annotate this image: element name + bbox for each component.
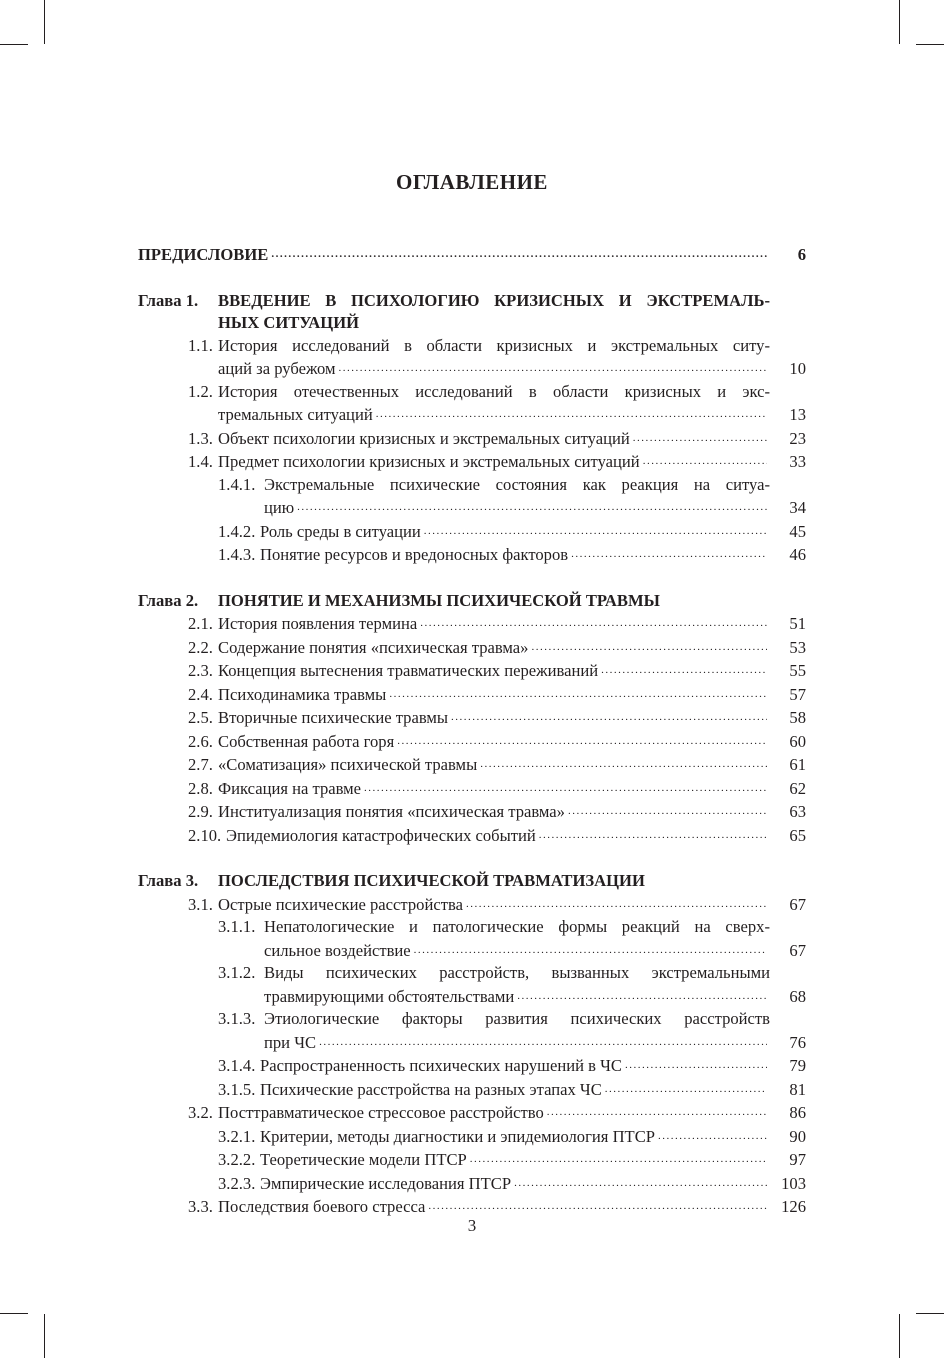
toc-entry-text-cont: тремальных ситуаций: [218, 405, 373, 424]
toc-number: 2.5.: [188, 708, 213, 727]
toc-entry-text: Собственная работа горя: [218, 731, 395, 751]
toc-entry-text: Понятие ресурсов и вредоносных факторов: [260, 545, 569, 564]
toc-page-number: 60: [789, 731, 806, 751]
toc-entry[interactable]: [138, 335, 806, 381]
chapter-label: Глава 3.: [138, 871, 199, 890]
toc-number: 3.2.2.: [218, 1150, 256, 1169]
toc-entry-text: Виды психических расстройств, вызванных экстремальными: [264, 963, 770, 982]
toc-subentry[interactable]: [138, 543, 806, 567]
leader-dots: [414, 939, 767, 963]
toc-number: 1.4.3.: [218, 545, 256, 564]
leader-dots: [466, 893, 767, 917]
crop-mark: [44, 0, 45, 44]
leader-dots: [601, 659, 767, 683]
toc-number: 2.7.: [188, 755, 213, 774]
toc-entry-text: История появления термина: [218, 614, 418, 633]
leader-dots: [271, 243, 767, 267]
toc-page-number: 65: [789, 825, 806, 845]
toc-entry-text-cont: сильное воздействие: [264, 940, 411, 960]
chapter-label: Глава 1.: [138, 290, 199, 310]
toc-entry-text: Распространенность психических нарушений в ЧС: [260, 1056, 622, 1075]
toc-number: 2.8.: [188, 778, 213, 798]
toc-page-number: 86: [789, 1103, 806, 1122]
crop-mark: [916, 44, 944, 45]
toc-entry[interactable]: [138, 683, 806, 707]
toc-page-number: 97: [789, 1150, 806, 1169]
toc-number: 3.1.3.: [218, 1009, 256, 1028]
leader-dots: [424, 520, 767, 544]
toc-page-number: 51: [789, 614, 806, 633]
toc-entry-text: Концепция вытеснения травматических переживаний: [218, 661, 599, 680]
toc-entry-text: Острые психические расстройства: [218, 894, 463, 914]
toc-number: 3.1.5.: [218, 1079, 256, 1099]
toc-entry-text: Последствия боевого стресса: [218, 1197, 426, 1216]
toc-subentry[interactable]: [138, 1078, 806, 1102]
toc-entry[interactable]: [138, 427, 806, 451]
toc-number: 2.6.: [188, 731, 213, 751]
toc-number: 3.2.3.: [218, 1173, 256, 1193]
toc-subentry[interactable]: [138, 474, 806, 520]
toc-entry[interactable]: [138, 659, 806, 683]
toc-entry-text: «Соматизация» психической травмы: [218, 755, 478, 774]
toc-number: 1.4.1.: [218, 474, 256, 494]
leader-dots: [470, 1148, 767, 1172]
chapter-heading[interactable]: [138, 290, 806, 335]
toc-entry-text: Вторичные психические травмы: [218, 708, 449, 727]
toc-number: 3.1.1.: [218, 917, 256, 936]
toc-entry[interactable]: [138, 381, 806, 427]
toc-entry-text: История исследований в области кризисных и экстремальных ситу-: [218, 335, 770, 355]
chapter-title: ПОСЛЕДСТВИЯ ПСИХИЧЕСКОЙ ТРАВМАТИЗАЦИИ: [218, 871, 645, 890]
toc-entry-text: Роль среды в ситуации: [260, 521, 421, 541]
leader-dots: [397, 730, 767, 754]
crop-mark: [899, 0, 900, 44]
toc-page-number: 58: [789, 708, 806, 727]
toc-entry[interactable]: [138, 1195, 806, 1219]
leader-dots: [633, 427, 767, 451]
toc-entry-text: Психические расстройства на разных этапах ЧС: [260, 1079, 602, 1099]
leader-dots: [531, 636, 767, 660]
toc-entry[interactable]: [138, 1101, 806, 1125]
toc-entry-text-cont: аций за рубежом: [218, 359, 336, 378]
toc-page-number: 81: [789, 1079, 806, 1099]
leader-dots: [605, 1078, 767, 1102]
toc-entry[interactable]: [138, 824, 806, 848]
chapter-heading[interactable]: [138, 590, 806, 613]
toc-number: 2.9.: [188, 802, 213, 821]
toc-subentry[interactable]: [138, 962, 806, 1008]
toc-subentry[interactable]: [138, 916, 806, 962]
toc-entry-text: Объект психологии кризисных и экстремальных ситуаций: [218, 428, 630, 448]
toc-entry[interactable]: [138, 800, 806, 824]
toc-number: 1.4.2.: [218, 521, 256, 541]
leader-dots: [625, 1054, 767, 1078]
toc-page-number: 90: [789, 1126, 806, 1146]
toc-number: 2.10.: [188, 825, 222, 845]
toc-number: 1.3.: [188, 428, 213, 448]
leader-dots: [297, 496, 767, 520]
leader-dots: [376, 403, 767, 427]
leader-dots: [389, 683, 767, 707]
toc-number: 3.2.: [188, 1103, 213, 1122]
toc-entry-text: Теоретические модели ПТСР: [260, 1150, 467, 1169]
toc-page-number: 63: [789, 802, 806, 821]
toc-entry-text: Посттравматическое стрессовое расстройство: [218, 1103, 544, 1122]
toc-entry-text: Психодинамика травмы: [218, 684, 387, 704]
toc-entry-preface[interactable]: [138, 243, 806, 267]
toc-number: 1.1.: [188, 335, 213, 355]
toc-entry[interactable]: [138, 706, 806, 730]
toc-entry-text: Этиологические факторы развития психических расстройств: [264, 1009, 770, 1028]
toc-entry-text-cont: травмирующими обстоятельствами: [264, 986, 515, 1006]
crop-mark: [0, 44, 28, 45]
toc-page-number: 10: [789, 359, 806, 378]
toc-entry[interactable]: [138, 730, 806, 754]
toc-entry-text: Экстремальные психические состояния как реакция на ситуа-: [264, 474, 770, 494]
toc-entry-text: Предмет психологии кризисных и экстремальных ситуаций: [218, 452, 640, 471]
leader-dots: [517, 985, 767, 1009]
toc-entry-text: Критерии, методы диагностики и эпидемиология ПТСР: [260, 1126, 655, 1146]
toc-page-number: 126: [781, 1197, 806, 1216]
toc-entry[interactable]: [138, 636, 806, 660]
toc-subentry[interactable]: [138, 1148, 806, 1172]
toc-page-number: 23: [789, 428, 806, 448]
chapter-label: Глава 2.: [138, 590, 199, 610]
toc-entry-text: Эмпирические исследования ПТСР: [260, 1173, 512, 1193]
toc-number: 3.1.4.: [218, 1056, 256, 1075]
toc-entry[interactable]: [138, 612, 806, 636]
toc-entry-text: Эпидемиология катастрофических событий: [226, 825, 536, 845]
leader-dots: [658, 1125, 767, 1149]
chapter-title-cont: НЫХ СИТУАЦИЙ: [218, 313, 360, 332]
leader-dots: [514, 1172, 767, 1196]
toc-page-number: 46: [789, 545, 806, 564]
crop-mark: [44, 1314, 45, 1358]
leader-dots: [568, 800, 767, 824]
toc-number: 2.1.: [188, 614, 213, 633]
toc-entry[interactable]: [138, 893, 806, 917]
leader-dots: [364, 777, 767, 801]
leader-dots: [539, 824, 767, 848]
page-title: ОГЛАВЛЕНИЕ: [396, 170, 548, 194]
toc-number: 3.3.: [188, 1197, 213, 1216]
leader-dots: [319, 1031, 767, 1055]
chapter-title: ПОНЯТИЕ И МЕХАНИЗМЫ ПСИХИЧЕСКОЙ ТРАВМЫ: [218, 590, 660, 610]
leader-dots: [420, 612, 767, 636]
toc-page-number: 53: [789, 637, 806, 657]
toc-subentry[interactable]: [138, 520, 806, 544]
toc-entry[interactable]: [138, 753, 806, 777]
toc-entry-text: Непатологические и патологические формы реакций на сверх-: [264, 917, 770, 936]
toc-page-number: 55: [789, 661, 806, 680]
leader-dots: [547, 1101, 767, 1125]
toc-entry-text: Институализация понятия «психическая травма»: [218, 802, 565, 821]
leader-dots: [571, 543, 767, 567]
toc-entry-text-cont: цию: [264, 498, 295, 517]
toc-page-number: 45: [789, 521, 806, 541]
toc-page-number: 62: [789, 778, 806, 798]
toc-page-number: 13: [789, 405, 806, 424]
toc-entry-text: ПРЕДИСЛОВИЕ: [138, 245, 269, 264]
toc-entry-text: Фиксация на травме: [218, 778, 362, 798]
toc-page-number: 61: [789, 755, 806, 774]
leader-dots: [339, 357, 767, 381]
leader-dots: [428, 1195, 767, 1219]
chapter-title: ВВЕДЕНИЕ В ПСИХОЛОГИЮ КРИЗИСНЫХ И ЭКСТРЕМАЛЬ-: [218, 290, 770, 310]
toc-subentry[interactable]: [138, 1008, 806, 1054]
toc-page-number: 33: [789, 452, 806, 471]
toc-page-number: 67: [789, 940, 806, 960]
toc-page-number: 103: [781, 1173, 806, 1193]
toc-page-number: 6: [797, 245, 806, 264]
toc-page-number: 34: [789, 498, 806, 517]
toc-entry-text: Содержание понятия «психическая травма»: [218, 637, 529, 657]
crop-mark: [0, 1313, 28, 1314]
toc-number: 2.2.: [188, 637, 213, 657]
toc-number: 2.4.: [188, 684, 213, 704]
chapter-heading[interactable]: [138, 870, 806, 893]
page-number: 3: [467, 1216, 477, 1235]
toc-number: 3.1.2.: [218, 963, 256, 982]
toc-subentry[interactable]: [138, 1172, 806, 1196]
toc-entry-text-cont: при ЧС: [264, 1032, 317, 1052]
leader-dots: [451, 706, 767, 730]
toc-number: 3.1.: [188, 894, 213, 914]
toc-subentry[interactable]: [138, 1125, 806, 1149]
toc-number: 3.2.1.: [218, 1126, 256, 1146]
toc-page-number: 57: [789, 684, 806, 704]
toc-entry[interactable]: [138, 777, 806, 801]
toc-subentry[interactable]: [138, 1054, 806, 1078]
toc-page-number: 68: [789, 986, 806, 1006]
toc-page-number: 67: [789, 894, 806, 914]
toc-number: 1.2.: [188, 381, 213, 401]
toc-page-number: 76: [789, 1032, 806, 1052]
leader-dots: [480, 753, 767, 777]
leader-dots: [643, 450, 767, 474]
crop-mark: [899, 1314, 900, 1358]
toc-entry-text: История отечественных исследований в области кризисных и экс-: [218, 381, 770, 401]
table-of-contents: [138, 243, 806, 1219]
toc-entry[interactable]: [138, 450, 806, 474]
crop-mark: [916, 1313, 944, 1314]
toc-page-number: 79: [789, 1056, 806, 1075]
toc-number: 2.3.: [188, 661, 213, 680]
toc-number: 1.4.: [188, 452, 213, 471]
